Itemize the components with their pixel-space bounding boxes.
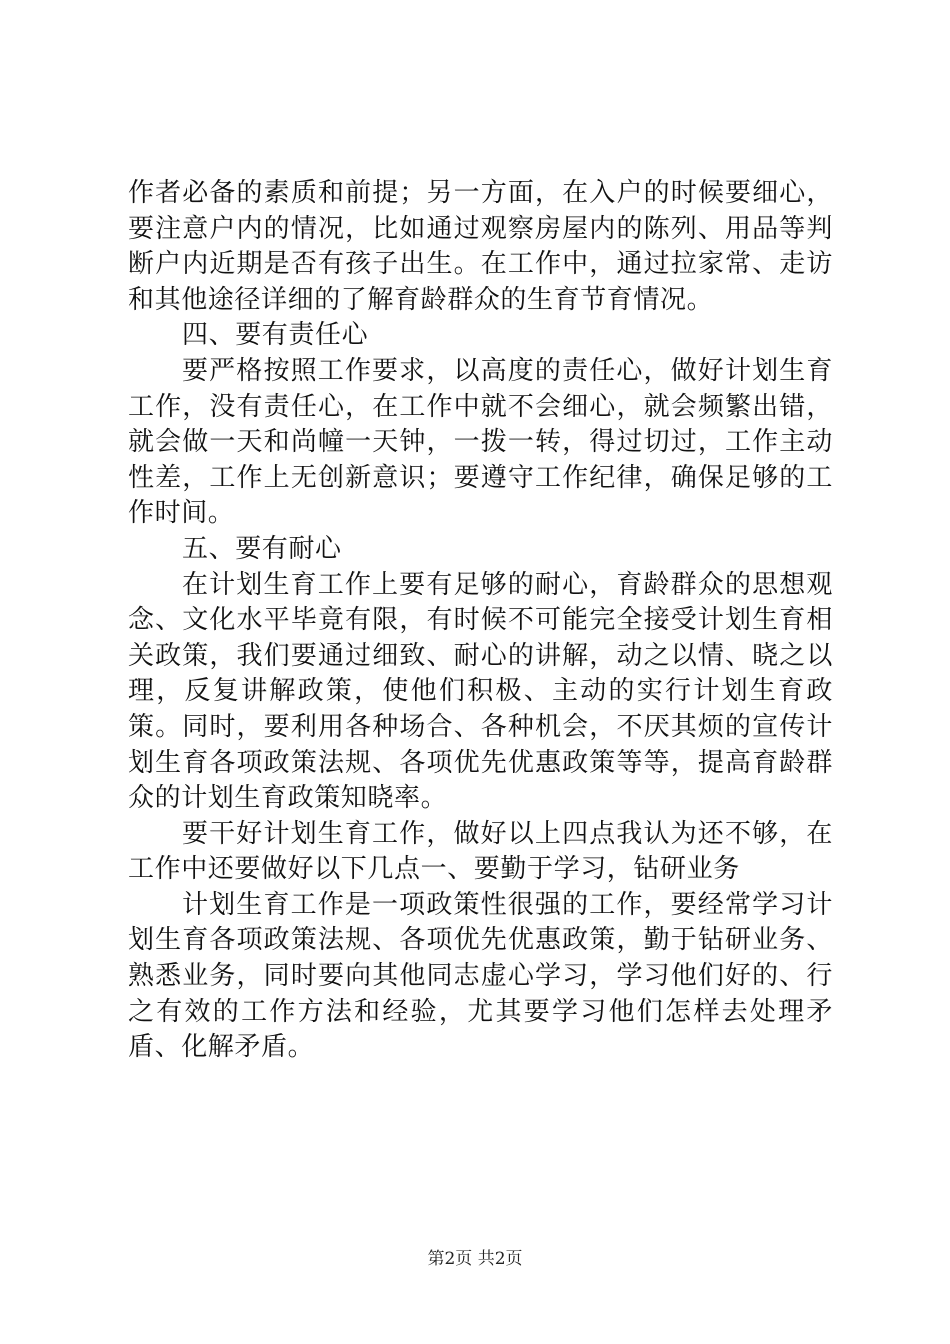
paragraph-patience: 在计划生育工作上要有足够的耐心，育龄群众的思想观念、文化水平毕竟有限，有时候不可能完全接受计划生育相关政策，我们要通过细致、耐心的讲解，动之以情、晓之以理，反复讲解政策，使他们积极、主动的实行计划生育政策。同时，要利用各种场合、各种机会，不厌其烦的宣传计划生育各项政策法规、各项优先优惠政策等等，提高育龄群众的计划生育政策知晓率。 [128,569,833,814]
section-heading-patience: 五、要有耐心 [182,533,342,564]
document-body [128,176,833,1066]
paragraph-study: 计划生育工作是一项政策性很强的工作，要经常学习计划生育各项政策法规、各项优先优惠政策，勤于钻研业务、熟悉业务，同时要向其他同志虚心学习，学习他们好的、行之有效的工作方法和经验，尤其要学习他们怎样去处理矛盾、化解矛盾。 [128,889,833,1063]
page-footer: 第2页 共2页 [427,1249,523,1269]
paragraph-transition: 要干好计划生育工作，做好以上四点我认为还不够，在工作中还要做好以下几点一、要勤于学习，钻研业务 [128,818,833,885]
section-heading-responsibility: 四、要有责任心 [182,320,369,351]
paragraph-responsibility: 要严格按照工作要求，以高度的责任心，做好计划生育工作，没有责任心，在工作中就不会细心，就会频繁出错，就会做一天和尚幢一天钟，一拨一转，得过切过，工作主动性差，工作上无创新意识；要遵守工作纪律，确保足够的工作时间。 [128,355,833,529]
paragraph-continued: 作者必备的素质和前提；另一方面，在入户的时候要细心，要注意户内的情况，比如通过观察房屋内的陈列、用品等判断户内近期是否有孩子出生。在工作中，通过拉家常、走访和其他途径详细的了解育龄群众的生育节育情况。 [128,178,833,315]
